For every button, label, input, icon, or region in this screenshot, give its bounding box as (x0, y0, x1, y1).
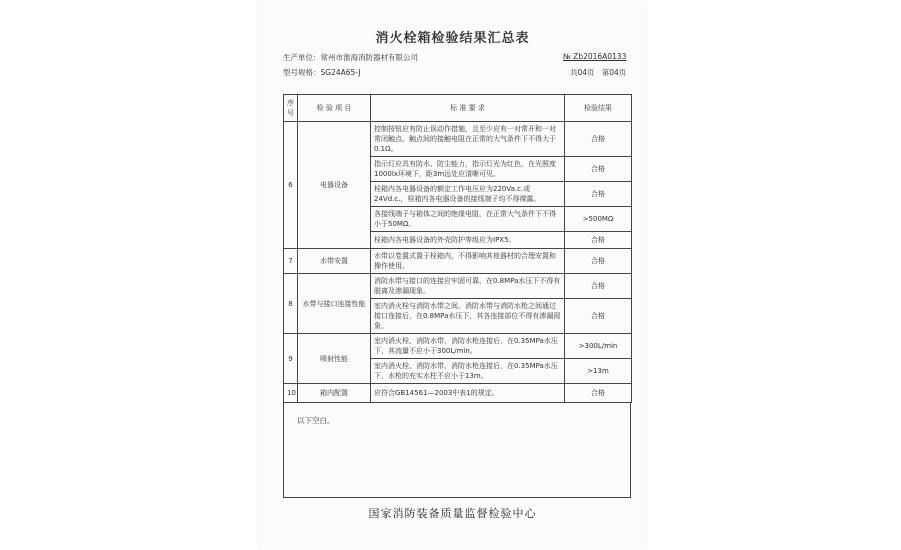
model-line (283, 67, 361, 78)
header-requirement: 标 准 要 求 (371, 95, 565, 122)
table-header-row (284, 95, 632, 122)
requirement-cell: 室内消火栓、消防水带、消防水枪连接后，在0.35MPa水压下，其流量不应小于300L/min。 (371, 334, 565, 359)
result-cell: 合格 (565, 232, 632, 249)
requirement-cell: 指示灯应具有防水、防尘能力，指示灯光为红色，在光照度1000lx环境下，距3m远处应清晰可见。 (371, 157, 565, 182)
seq-cell: 10 (284, 384, 298, 403)
result-cell: >500MΩ (565, 207, 632, 232)
result-cell: 合格 (565, 249, 632, 274)
remark-text: 以下空白。 (297, 416, 335, 425)
results-table (283, 94, 632, 403)
manufacturer-label: 生产单位： (283, 53, 321, 62)
result-cell: >300L/min (565, 334, 632, 359)
table-row (284, 274, 632, 299)
requirement-cell: 水带以卷置式置于栓箱内，不得影响其他器材的合理安置和操作使用。 (371, 249, 565, 274)
seq-cell: 8 (284, 274, 298, 334)
remark-box (283, 402, 631, 498)
table-row (284, 334, 632, 359)
table-row (284, 384, 632, 403)
item-cell: 喷射性能 (298, 334, 371, 384)
model-label: 型号规格： (283, 68, 321, 77)
model-value: SG24A65-J (320, 68, 361, 77)
table-row (284, 249, 632, 274)
requirement-cell: 栓箱内各电器设备的额定工作电压应为220Va.c.或24Vd.c.，栓箱内各电器设备的接线端子均不得裸露。 (371, 182, 565, 207)
manufacturer-value: 常州市淮海消防器材有限公司 (320, 53, 418, 62)
item-cell: 水带与接口连接性能 (298, 274, 371, 334)
seq-cell: 9 (284, 334, 298, 384)
result-cell: >13m (565, 359, 632, 384)
pages-total: 共04页 (570, 68, 595, 77)
result-cell: 合格 (565, 274, 632, 299)
requirement-cell: 室内消火栓与消防水带之间、消防水带与消防水枪之间通过接口连接后，在0.8MPa水压下，其各连接部位不得有渗漏现象。 (371, 299, 565, 334)
item-cell: 电器设备 (298, 122, 371, 249)
header-seq: 序号 (284, 95, 298, 122)
result-cell: 合格 (565, 299, 632, 334)
page-count (570, 67, 626, 78)
document-title: 消火栓箱检验结果汇总表 (375, 31, 530, 46)
requirement-cell: 应符合GB14561—2003中表1的规定。 (371, 384, 565, 403)
result-cell: 合格 (565, 157, 632, 182)
requirement-cell: 栓箱内各电器设备的外壳防护等级应为IPX5。 (371, 232, 565, 249)
manufacturer-line (283, 52, 418, 63)
result-cell: 合格 (565, 182, 632, 207)
result-cell: 合格 (565, 384, 632, 403)
header-item: 检 验 项 目 (298, 95, 371, 122)
seq-cell: 6 (284, 122, 298, 249)
requirement-cell: 消防水带与接口的连接应牢固可靠，在0.8MPa水压下不得有脱离及渗漏现象。 (371, 274, 565, 299)
item-cell: 箱内配置 (298, 384, 371, 403)
result-cell: 合格 (565, 122, 632, 157)
requirement-cell: 室内消火栓、消防水带、消防水枪连接后，在0.35MPa水压下，水枪的充实水柱不应小于13m。 (371, 359, 565, 384)
requirement-cell: 控制按钮应有防止误动作措施，且至少应有一对常开和一对常闭触点。触点间的接触电阻在正常的大气条件下不得大于0.1Ω。 (371, 122, 565, 157)
issuer-footer: 国家消防装备质量监督检验中心 (368, 507, 537, 520)
header-result: 检验结果 (565, 95, 632, 122)
item-cell: 水带安置 (298, 249, 371, 274)
seq-cell: 7 (284, 249, 298, 274)
report-number: № Zb2016A0133 (563, 52, 627, 61)
requirement-cell: 各接线端子与箱体之间的绝缘电阻，在正常大气条件下不得小于50MΩ。 (371, 207, 565, 232)
page-current: 第04页 (601, 68, 627, 77)
table-row (284, 122, 632, 157)
